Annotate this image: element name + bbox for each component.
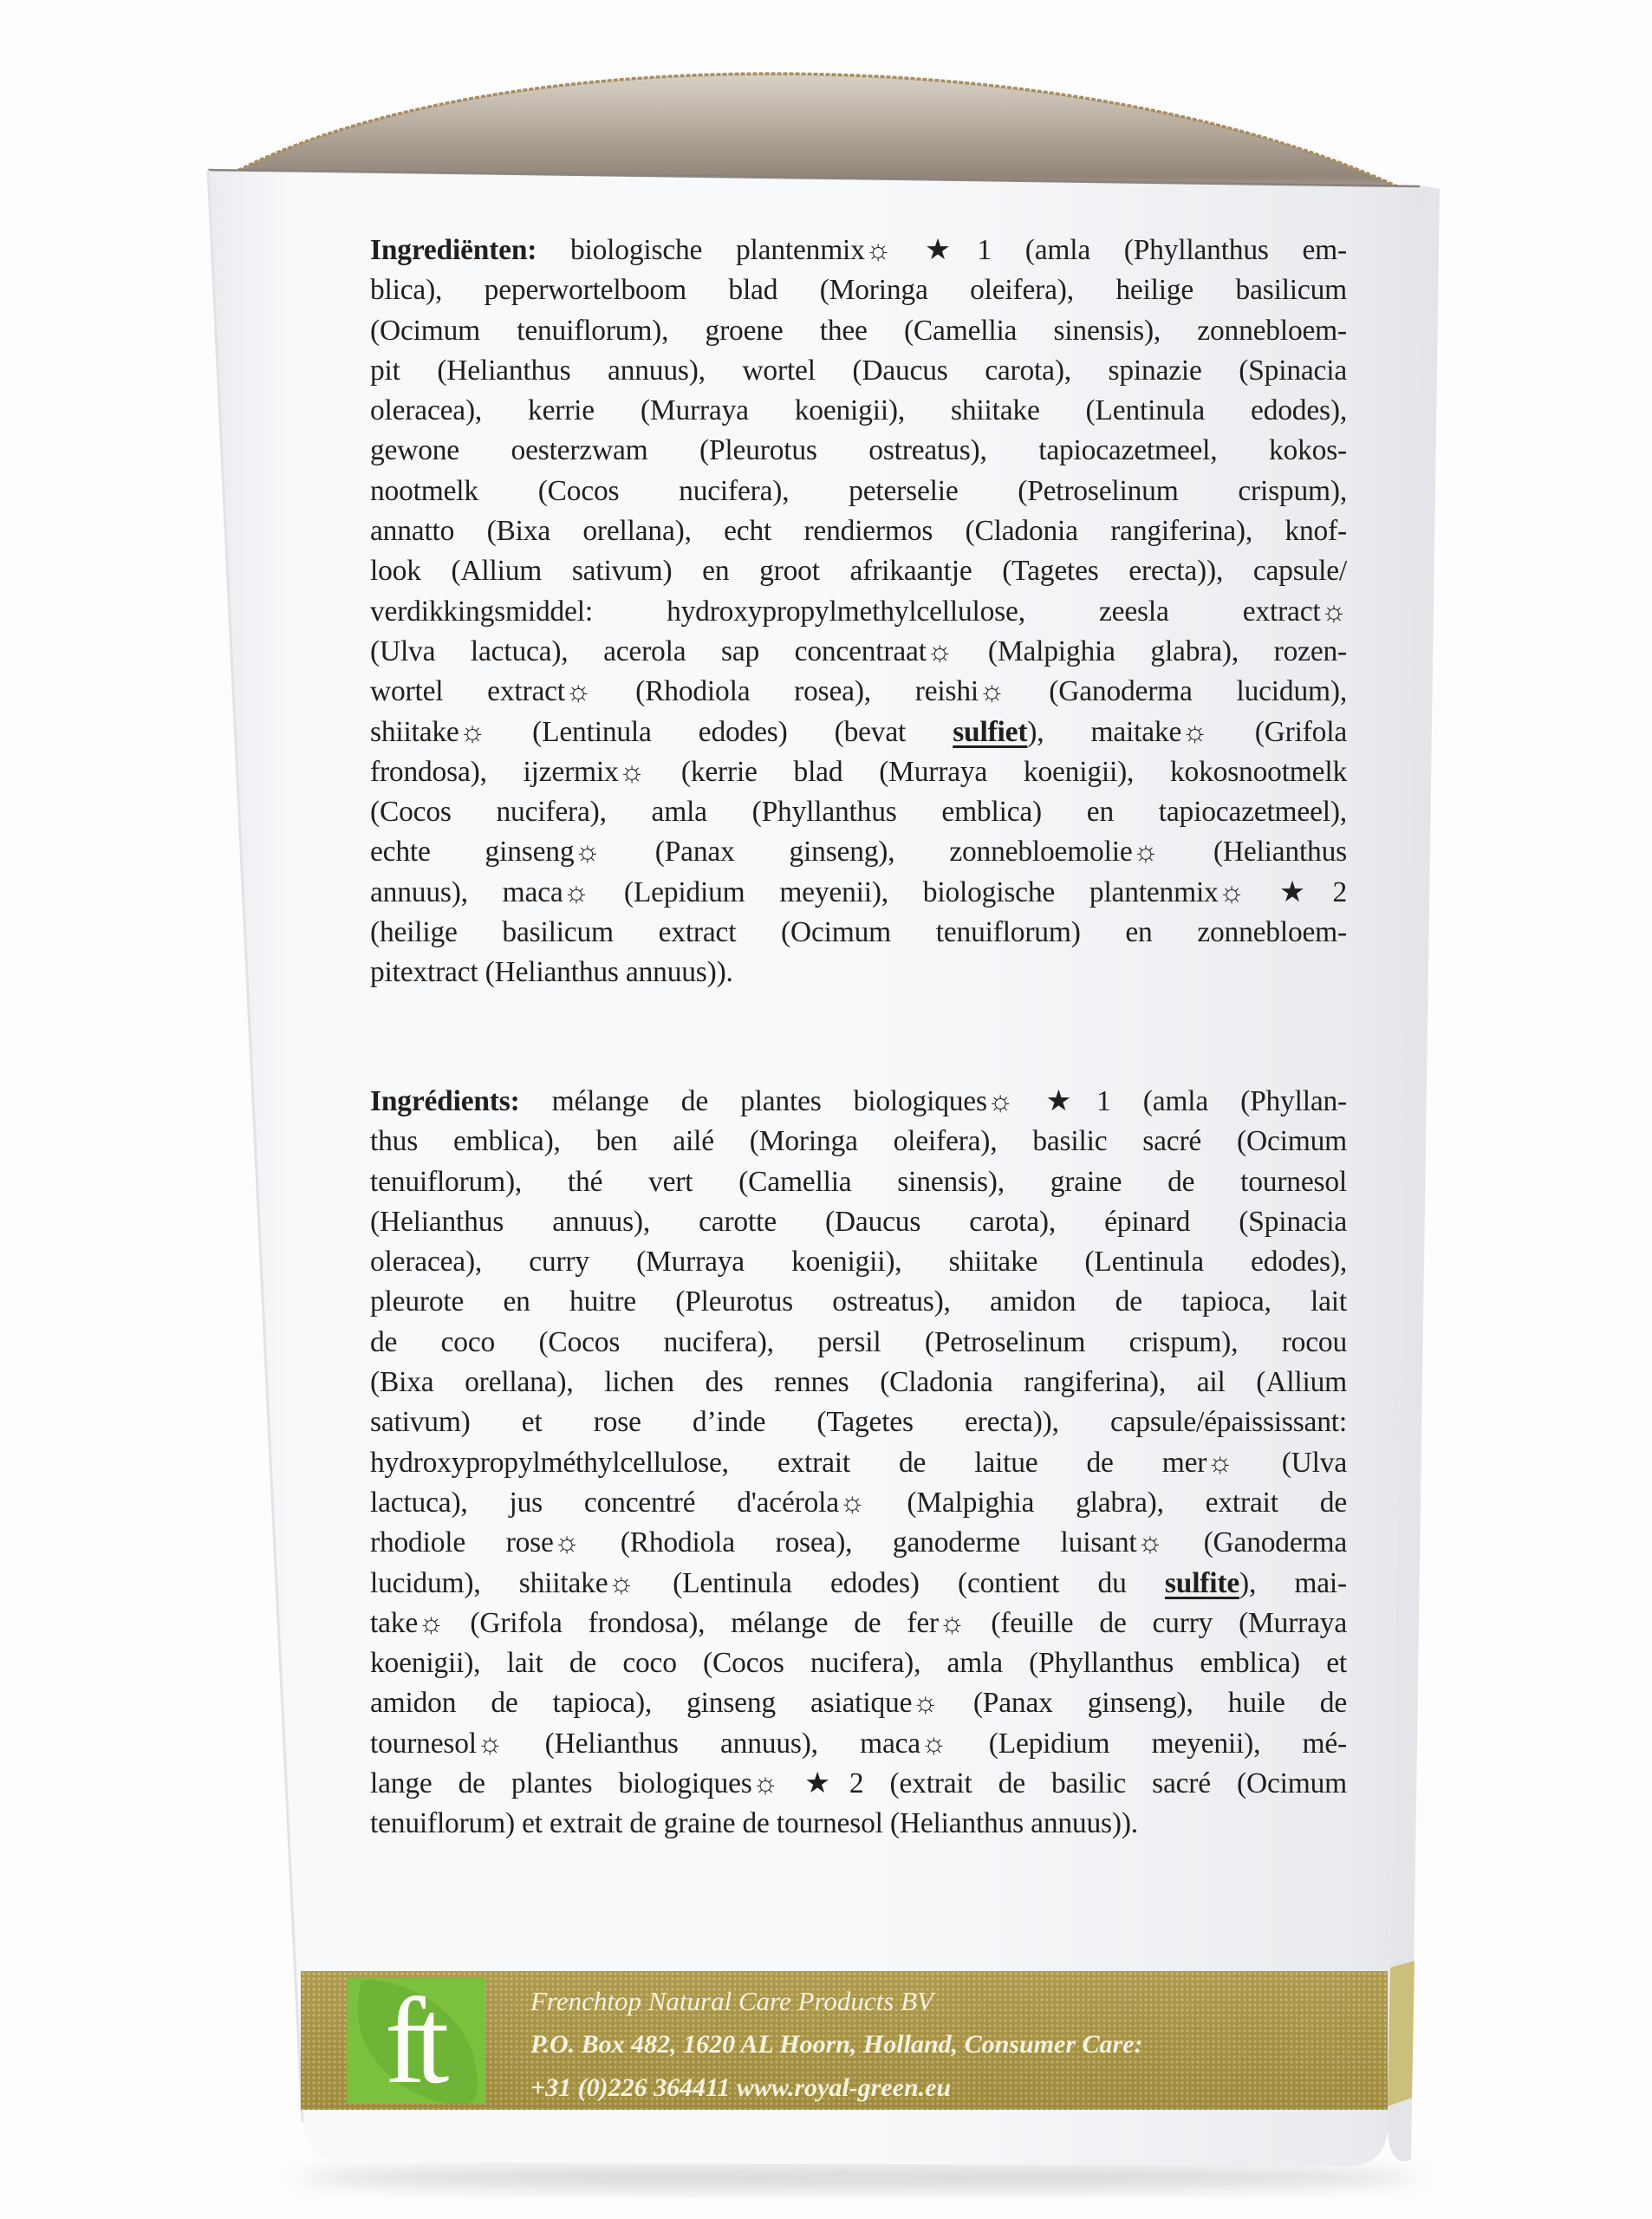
- ingredients-fr-paragraph: [370, 1082, 1347, 1845]
- text-line: wortel extract☼ (Rhodiola rosea), reishi☼ (Ganoderma lucidum),: [370, 675, 1347, 708]
- text-line: lucidum), shiitake☼ (Lentinula edodes) (contient du sulfite), mai-: [370, 1566, 1347, 1599]
- company-name: Frenchtop Natural Care Products BV: [530, 1986, 933, 2016]
- text-line: lactuca), jus concentré d'acérola☼ (Malpighia glabra), extrait de: [370, 1486, 1347, 1519]
- brand-text: [530, 1980, 1374, 2110]
- text-line: oleracea), curry (Murraya koenigii), shiitake (Lentinula edodes),: [370, 1246, 1347, 1279]
- brand-bar: [301, 1971, 1388, 2110]
- box-shadow: [299, 2164, 1417, 2190]
- text-line: look (Allium sativum) en groot afrikaantje (Tagetes erecta)), capsule/: [370, 555, 1347, 588]
- text-line: tournesol☼ (Helianthus annuus), maca☼ (Lepidium meyenii), mé-: [370, 1727, 1347, 1760]
- text-line: gewone oesterzwam (Pleurotus ostreatus), tapiocazetmeel, kokos-: [370, 434, 1347, 467]
- frenchtop-logo: [347, 1977, 485, 2104]
- ft-logo-text: ft: [384, 1977, 439, 2104]
- text-line: frondosa), ijzermix☼ (kerrie blad (Murraya koenigii), kokosnootmelk: [370, 755, 1347, 788]
- text-line: amidon de tapioca), ginseng asiatique☼ (Panax ginseng), huile de: [370, 1687, 1347, 1720]
- text-line: verdikkingsmiddel: hydroxypropylmethylcellulose, zeesla extract☼: [370, 595, 1347, 628]
- text-line: take☼ (Grifola frondosa), mélange de fer☼ (feuille de curry (Murraya: [370, 1606, 1347, 1639]
- text-line: koenigii), lait de coco (Cocos nucifera), amla (Phyllanthus emblica) et: [370, 1647, 1347, 1680]
- text-line: pleurote en huitre (Pleurotus ostreatus), amidon de tapioca, lait: [370, 1285, 1347, 1318]
- text-line: oleracea), kerrie (Murraya koenigii), shiitake (Lentinula edodes),: [370, 394, 1347, 427]
- text-line: tenuiflorum), thé vert (Camellia sinensis), graine de tournesol: [370, 1165, 1347, 1198]
- text-line: tenuiflorum) et extrait de graine de tournesol (Helianthus annuus)).: [370, 1807, 1138, 1840]
- text-line: (heilige basilicum extract (Ocimum tenuiflorum) en zonnebloem-: [370, 916, 1347, 949]
- text-line: (Bixa orellana), lichen des rennes (Cladonia rangiferina), ail (Allium: [370, 1366, 1347, 1399]
- text-line: thus emblica), ben ailé (Moringa oleifera), basilic sacré (Ocimum: [370, 1125, 1347, 1158]
- text-line: echte ginseng☼ (Panax ginseng), zonnebloemolie☼ (Helianthus: [370, 836, 1347, 869]
- company-contact: +31 (0)226 364411 www.royal-green.eu: [530, 2073, 952, 2102]
- text-line: rhodiole rose☼ (Rhodiola rosea), ganoderme luisant☼ (Ganoderma: [370, 1526, 1347, 1559]
- text-line: hydroxypropylméthylcellulose, extrait de laitue de mer☼ (Ulva: [370, 1446, 1347, 1479]
- ingredients-nl-paragraph: [370, 231, 1347, 993]
- text-line: de coco (Cocos nucifera), persil (Petroselinum crispum), rocou: [370, 1325, 1347, 1358]
- box-side-gold-band: [1388, 1961, 1415, 2106]
- text-line: shiitake☼ (Lentinula edodes) (bevat sulfiet), maitake☼ (Grifola: [370, 715, 1347, 748]
- text-line: Ingrediënten: biologische plantenmix☼ ★1 (amla (Phyllanthus em-: [370, 234, 1347, 266]
- text-line: sativum) et rose d’inde (Tagetes erecta)), capsule/épaississant:: [370, 1406, 1347, 1439]
- text-line: (Cocos nucifera), amla (Phyllanthus emblica) en tapiocazetmeel),: [370, 796, 1347, 829]
- text-line: Ingrédients: mélange de plantes biologiques☼ ★1 (amla (Phyllan-: [370, 1085, 1347, 1117]
- company-address: P.O. Box 482, 1620 AL Hoorn, Holland, Consumer Care:: [530, 2030, 1143, 2059]
- text-line: pitextract (Helianthus annuus)).: [370, 956, 733, 989]
- text-line: pit (Helianthus annuus), wortel (Daucus carota), spinazie (Spinacia: [370, 354, 1347, 387]
- text-line: lange de plantes biologiques☼ ★2 (extrait de basilic sacré (Ocimum: [370, 1767, 1347, 1800]
- text-line: annuus), maca☼ (Lepidium meyenii), biologische plantenmix☼ ★2: [370, 875, 1347, 908]
- text-line: (Helianthus annuus), carotte (Daucus carota), épinard (Spinacia: [370, 1205, 1347, 1238]
- text-line: (Ocimum tenuiflorum), groene thee (Camellia sinensis), zonnebloem-: [370, 314, 1347, 347]
- text-line: annatto (Bixa orellana), echt rendiermos (Cladonia rangiferina), knof-: [370, 515, 1347, 548]
- text-line: (Ulva lactuca), acerola sap concentraat☼ (Malpighia glabra), rozen-: [370, 634, 1347, 667]
- text-line: nootmelk (Cocos nucifera), peterselie (Petroselinum crispum),: [370, 474, 1347, 507]
- text-line: blica), peperwortelboom blad (Moringa oleifera), heilige basilicum: [370, 274, 1347, 307]
